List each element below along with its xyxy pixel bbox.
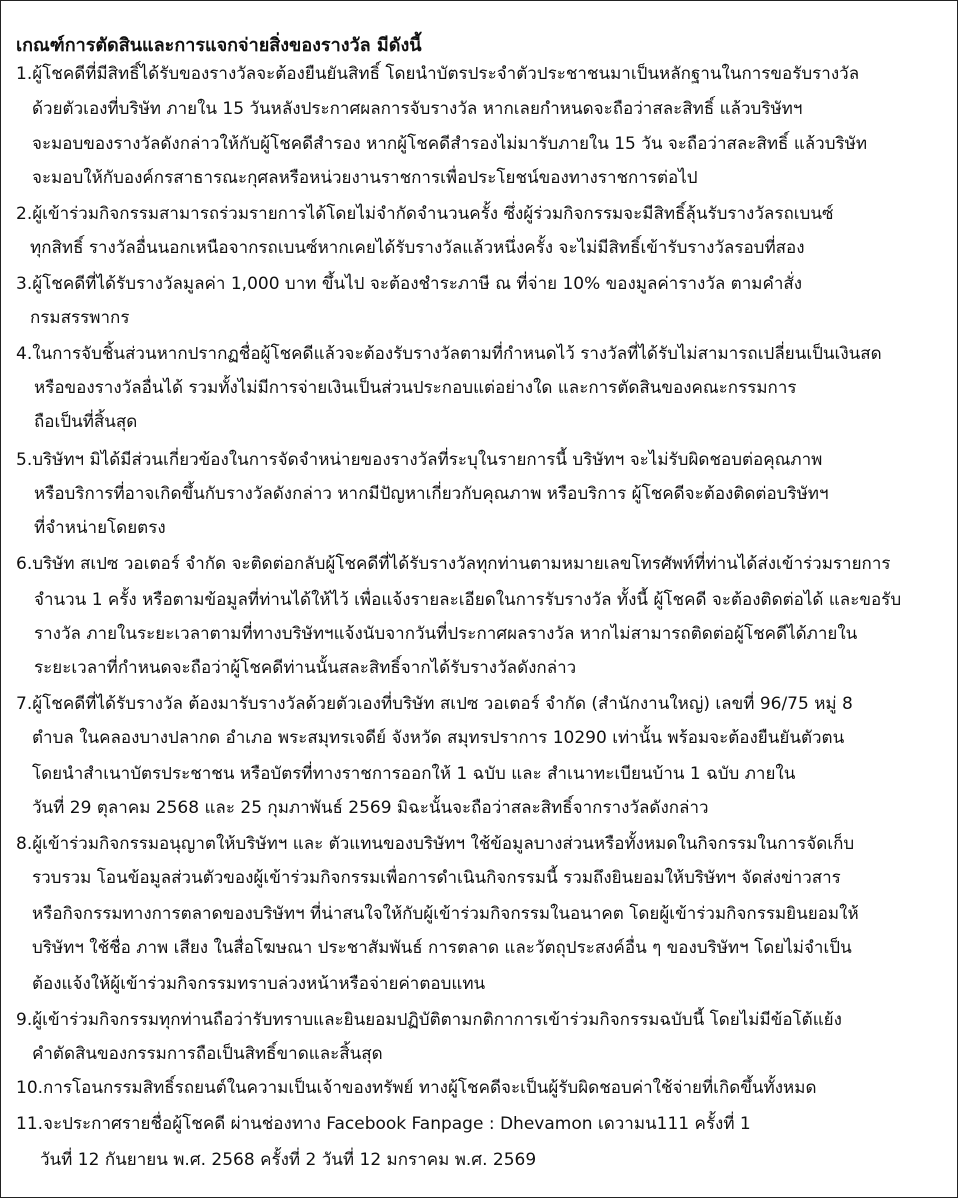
rule-1-line-3: จะมอบของรางวัลดังกล่าวให้กับผู้โชคดีสำรอง หากผู้โชคดีสำรองไม่มารับภายใน 15 วัน จะถือว่าสละสิทธิ์ แล้วบริษัท bbox=[32, 134, 868, 154]
rule-7-line-2: ตำบล ในคลองบางปลากด อำเภอ พระสมุทรเจดีย์ จังหวัด สมุทรปราการ 10290 เท่านั้น พร้อมจะต้องยืนยันตัวตน bbox=[32, 728, 845, 748]
rule-9-line-2: คำตัดสินของกรรมการถือเป็นสิทธิ์ขาดและสิ้นสุด bbox=[32, 1044, 383, 1064]
rule-6-line-4: ระยะเวลาที่กำหนดจะถือว่าผู้โชคดีท่านนั้นสละสิทธิ์จากได้รับรางวัลดังกล่าว bbox=[34, 658, 577, 678]
rule-6-line-2: จำนวน 1 ครั้ง หรือตามข้อมูลที่ท่านได้ให้ไว้ เพื่อแจ้งรายละเอียดในการรับรางวัล ทั้งนี้ ผู้โชคดี จะต้องติดต่อได้ และขอรับ bbox=[34, 590, 902, 610]
rule-5-line-2: หรือบริการที่อาจเกิดขึ้นกับรางวัลดังกล่าว หากมีปัญหาเกี่ยวกับคุณภาพ หรือบริการ ผู้โชคดีจะต้องติดต่อบริษัทฯ bbox=[34, 484, 829, 504]
rule-4-line-3: ถือเป็นที่สิ้นสุด bbox=[34, 412, 138, 432]
rule-5-line-1: 5.บริษัทฯ มิได้มีส่วนเกี่ยวข้องในการจัดจำหน่ายของรางวัลที่ระบุในรายการนี้ บริษัทฯ จะไม่รับผิดชอบต่อคุณภาพ bbox=[16, 450, 823, 470]
rule-8-line-2: รวบรวม โอนข้อมูลส่วนตัวของผู้เข้าร่วมกิจกรรมเพื่อการดำเนินกิจกรรมนี้ รวมถึงยินยอมให้บริษัทฯ จัดส่งข่าวสาร bbox=[32, 868, 841, 888]
rule-4-line-2: หรือของรางวัลอื่นได้ รวมทั้งไม่มีการจ่ายเงินเป็นส่วนประกอบแต่อย่างใด และการตัดสินของคณะกรรมการ bbox=[34, 378, 797, 398]
document-title: เกณฑ์การตัดสินและการแจกจ่ายสิ่งของรางวัล มีดังนี้ bbox=[16, 35, 422, 56]
rule-4-line-1: 4.ในการจับชิ้นส่วนหากปรากฏชื่อผู้โชคดีแล้วจะต้องรับรางวัลตามที่กำหนดไว้ รางวัลที่ได้รับไม่สามารถเปลี่ยนเป็นเงินสด bbox=[16, 344, 882, 364]
rule-6-line-1: 6.บริษัท สเปซ วอเตอร์ จำกัด จะติดต่อกลับผู้โชคดีที่ได้รับรางวัลทุกท่านตามหมายเลขโทรศัพท์ที่ท่านได้ส่งเข้าร่วมรายการ bbox=[16, 554, 891, 574]
rule-11-line-1: 11.จะประกาศรายชื่อผู้โชคดี ผ่านช่องทาง Facebook Fanpage : Dhevamon เดวามน111 ครั้งที่ 1 bbox=[16, 1114, 751, 1134]
rule-8-line-4: บริษัทฯ ใช้ชื่อ ภาพ เสียง ในสื่อโฆษณา ประชาสัมพันธ์ การตลาด และวัตถุประสงค์อื่น ๆ ของบริษัทฯ โดยไม่จำเป็น bbox=[32, 938, 852, 958]
rule-8-line-3: หรือกิจกรรมทางการตลาดของบริษัทฯ ที่น่าสนใจให้กับผู้เข้าร่วมกิจกรรมในอนาคต โดยผู้เข้าร่วมกิจกรรมยินยอมให้ bbox=[32, 904, 859, 924]
rule-1-line-4: จะมอบให้กับองค์กรสาธารณะกุศลหรือหน่วยงานราชการเพื่อประโยชน์ของทางราชการต่อไป bbox=[32, 168, 698, 188]
rule-6-line-3: รางวัล ภายในระยะเวลาตามที่ทางบริษัทฯแจ้งนับจากวันที่ประกาศผลรางวัล หากไม่สามารถติดต่อผู้โชคดีได้ภายใน bbox=[34, 624, 858, 644]
rule-7-line-3: โดยนำสำเนาบัตรประชาชน หรือบัตรที่ทางราชการออกให้ 1 ฉบับ และ สำเนาทะเบียนบ้าน 1 ฉบับ ภายใน bbox=[32, 764, 796, 784]
rule-7-line-4: วันที่ 29 ตุลาคม 2568 และ 25 กุมภาพันธ์ 2569 มิฉะนั้นจะถือว่าสละสิทธิ์จากรางวัลดังกล่าว bbox=[32, 798, 709, 818]
rule-1-line-1: 1.ผู้โชคดีที่มีสิทธิ์ได้รับของรางวัลจะต้องยืนยันสิทธิ์ โดยนำบัตรประจำตัวประชาชนมาเป็นหลักฐานในการขอรับรางวัล bbox=[16, 64, 860, 84]
rule-9-line-1: 9.ผู้เข้าร่วมกิจกรรมทุกท่านถือว่ารับทราบและยินยอมปฏิบัติตามกติกาการเข้าร่วมกิจกรรมฉบับนี้ โดยไม่มีข้อโต้แย้ง bbox=[16, 1010, 842, 1030]
rule-3-line-2: กรมสรรพากร bbox=[30, 308, 130, 328]
rule-11-line-2: วันที่ 12 กันยายน พ.ศ. 2568 ครั้งที่ 2 วันที่ 12 มกราคม พ.ศ. 2569 bbox=[40, 1150, 537, 1170]
rule-8-line-1: 8.ผู้เข้าร่วมกิจกรรมอนุญาตให้บริษัทฯ และ ตัวแทนของบริษัทฯ ใช้ข้อมูลบางส่วนหรือทั้งหมดในกิจกรรมในการจัดเก็บ bbox=[16, 834, 855, 854]
rule-2-line-1: 2.ผู้เข้าร่วมกิจกรรมสามารถร่วมรายการได้โดยไม่จำกัดจำนวนครั้ง ซึ่งผู้ร่วมกิจกรรมจะมีสิทธิ์ลุ้นรับรางวัลรถเบนซ์ bbox=[16, 204, 834, 224]
rule-2-line-2: ทุกสิทธิ์ รางวัลอื่นนอกเหนือจากรถเบนซ์หากเคยได้รับรางวัลแล้วหนึ่งครั้ง จะไม่มีสิทธิ์เข้ารับรางวัลรอบที่สอง bbox=[30, 238, 805, 258]
rule-10-line-1: 10.การโอนกรรมสิทธิ์รถยนต์ในความเป็นเจ้าของทรัพย์ ทางผู้โชคดีจะเป็นผู้รับผิดชอบค่าใช้จ่ายที่เกิดขึ้นทั้งหมด bbox=[16, 1078, 817, 1098]
rule-7-line-1: 7.ผู้โชคดีที่ได้รับรางวัล ต้องมารับรางวัลด้วยตัวเองที่บริษัท สเปซ วอเตอร์ จำกัด (สำนักงานใหญ่) เลขที่ 96/75 หมู่ 8 bbox=[16, 694, 853, 714]
rule-3-line-1: 3.ผู้โชคดีที่ได้รับรางวัลมูลค่า 1,000 บาท ขึ้นไป จะต้องชำระภาษี ณ ที่จ่าย 10% ของมูลค่ารางวัล ตามคำสั่ง bbox=[16, 274, 803, 294]
rule-5-line-3: ที่จำหน่ายโดยตรง bbox=[34, 518, 166, 538]
rule-1-line-2: ด้วยตัวเองที่บริษัท ภายใน 15 วันหลังประกาศผลการจับรางวัล หากเลยกำหนดจะถือว่าสละสิทธิ์ แล้วบริษัทฯ bbox=[32, 99, 803, 119]
rule-8-line-5: ต้องแจ้งให้ผู้เข้าร่วมกิจกรรมทราบล่วงหน้าหรือจ่ายค่าตอบแทน bbox=[32, 974, 486, 994]
